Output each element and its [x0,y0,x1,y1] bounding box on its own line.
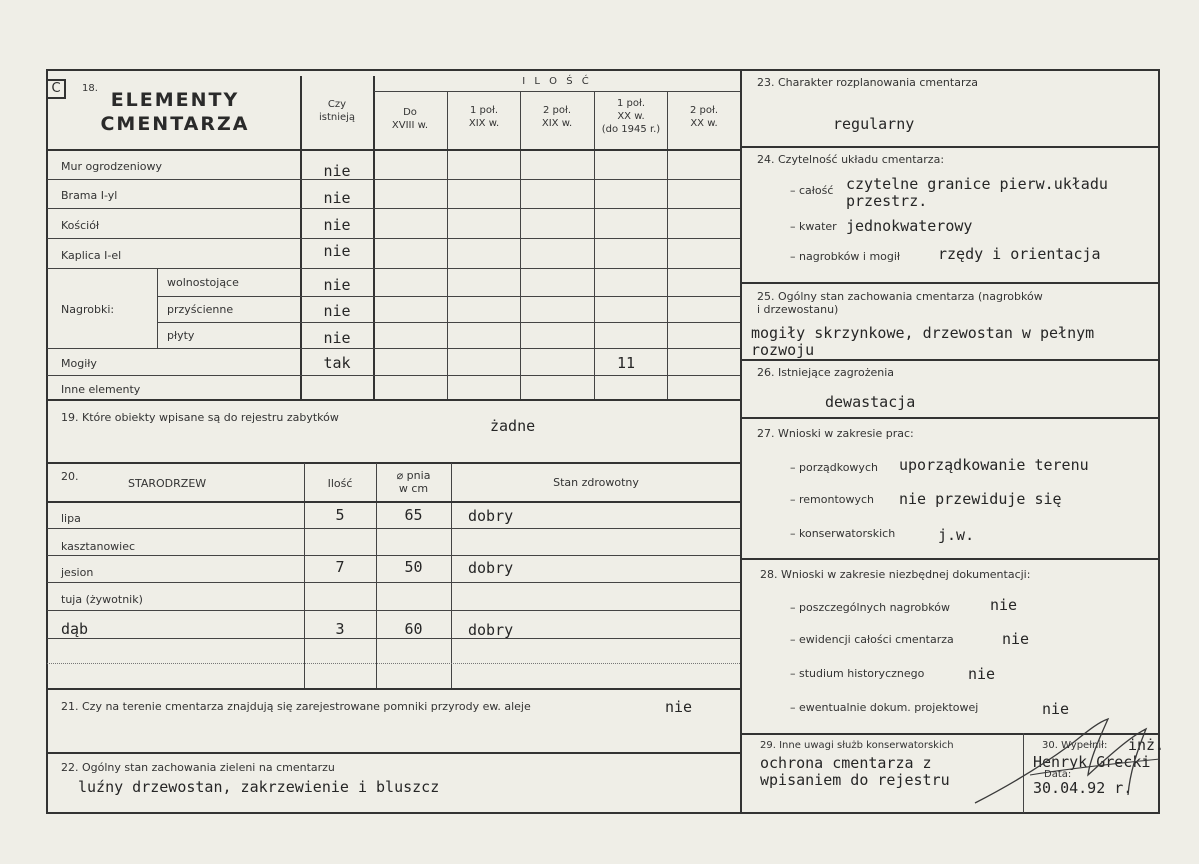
s20-bottom [47,688,740,690]
section30-name: Henryk Grecki [1033,753,1151,771]
section24-item-label-kwater: – kwater [790,220,837,233]
tree-species-dab: dąb [61,620,89,638]
s18-row-line [47,375,740,376]
section27-item-label-porzadkowych: – porządkowych [790,461,878,474]
s20-header-bottom [47,501,740,503]
section24-item-value-calosc: czytelne granice pierw.układu przestrz. [846,175,1108,210]
tree-count-jesion: 7 [335,558,345,576]
section21-value: nie [665,698,693,716]
section28-item-label-nagrobkow: – poszczególnych nagrobków [790,601,950,614]
exists-value-kaplica: nie [323,242,351,260]
tree-diam-jesion: 50 [404,558,423,576]
section30-date-label: Data: [1044,769,1072,780]
tree-count-lipa: 5 [335,506,345,524]
row-label-kosciol: Kościół [61,219,100,232]
col-exists-header: Czy istnieją [318,99,356,123]
s18-header-bottom [47,149,740,151]
section23-label: 23. Charakter rozplanowania cmentarza [757,76,978,89]
section20-col-count: Ilość [327,477,353,490]
s24-bottom [741,282,1160,284]
exists-value-kosciol: nie [323,216,351,234]
row-label-plyty: płyty [167,329,195,342]
tree-species-lipa: lipa [61,512,81,525]
row-label-brama: Brama I-yl [61,189,118,202]
exists-value-mogily: tak [323,354,351,372]
row-label-kaplica: Kaplica I-el [61,249,122,262]
row-label-przyscienne: przyścienne [167,303,234,316]
s18-row-line [47,179,740,180]
s26-bottom [741,417,1160,419]
section30-date: 30.04.92 r. [1033,779,1133,797]
s21-bottom [47,752,740,754]
section27-item-label-konserwatorskich: – konserwatorskich [790,527,896,540]
section27-item-value-remontowych: nie przewiduje się [899,490,1062,508]
section29-value-line1: ochrona cmentarza z [760,754,932,772]
s18-row-line [157,296,740,297]
section28-item-value-studium: nie [968,665,996,683]
section25-value-line1: mogiły skrzynkowe, drzewostan w pełnym [751,324,1095,342]
section18-number: 18. [82,83,98,94]
section28-item-value-projektowej: nie [1042,700,1070,718]
section28-item-value-nagrobkow: nie [990,596,1018,614]
tree-diam-dab: 60 [404,620,423,638]
period-header-4: 1 poł. XX w. (do 1945 r.) [601,98,661,135]
s20-row-line [47,638,740,639]
section24-item-label-calosc: – całość [790,184,834,197]
section24-label: 24. Czytelność układu cmentarza: [757,153,945,166]
exists-value-brama: nie [323,189,351,207]
tree-species-jesion: jesion [61,566,94,579]
section-letter-box: C [46,79,66,99]
s18-vline-p4 [667,92,668,400]
s19-bottom [47,462,740,464]
row-label-mur: Mur ogrodzeniowy [61,160,162,173]
s18-row-line [47,238,740,239]
signature-stroke-1 [975,719,1146,803]
s20-vline-state [451,463,452,689]
section22-value: luźny drzewostan, zakrzewienie i bluszcz [78,778,440,796]
s20-row-line [47,582,740,583]
s27-bottom [741,558,1160,560]
row-label-nagrobki: Nagrobki: [61,303,115,316]
column-divider [740,70,742,814]
s20-row-line [47,663,740,664]
s20-row-line [47,610,740,611]
exists-value-mur: nie [323,162,351,180]
section28-item-label-ewidencji: – ewidencji całości cmentarza [790,633,954,646]
tree-diam-lipa: 65 [404,506,423,524]
section28-item-value-ewidencji: nie [1002,630,1030,648]
section29-value-line2: wpisaniem do rejestru [760,771,950,789]
handwritten-signature [970,715,1165,810]
section27-item-label-remontowych: – remontowych [790,493,875,506]
exists-value-wolnostojace: nie [323,276,351,294]
section24-item-value-kwater: jednokwaterowy [846,217,973,235]
tree-species-tuja: tuja (żywotnik) [61,593,143,606]
section26-label: 26. Istniejące zagrożenia [757,366,895,379]
s18-vline-p2 [520,92,521,400]
section20-col-diam: ⌀ pnia w cm [396,469,431,495]
s18-vline-p3 [594,92,595,400]
section18-title-line1: ELEMENTY [110,89,240,111]
s18-vline-p1 [447,92,448,400]
s18-row-line [47,208,740,209]
section24-item-value-nagrobkow: rzędy i orientacja [938,245,1101,263]
section26-value: dewastacja [825,393,916,411]
section23-value: regularny [833,115,915,133]
section25-value-line2: rozwoju [751,341,815,359]
section25-label: 25. Ogólny stan zachowania cmentarza (nagrobków i drzewostanu) [757,290,1043,316]
section24-item-label-nagrobkow: – nagrobków i mogił [790,250,901,263]
section30-name-prefix: inż. [1128,736,1165,754]
section21-label: 21. Czy na terenie cmentarza znajdują się zarejestrowane pomniki przyrody ew. aleje [61,700,531,713]
s20-vline-count [304,463,305,689]
s20-row-line [47,528,740,529]
section18-title-line2: CMENTARZA [100,113,250,135]
period-header-2: 1 poł. XIX w. [468,105,500,129]
section28-item-label-projektowej: – ewentualnie dokum. projektowej [790,701,979,714]
s18-row-line [47,268,740,269]
signature-stroke-2 [1030,759,1160,775]
section28-label: 28. Wnioski w zakresie niezbędnej dokumentacji: [760,568,1031,581]
s25-bottom [741,359,1160,361]
row-label-wolnostojace: wolnostojące [167,276,239,289]
tree-state-dab: dobry [468,621,514,639]
section20-title: STARODRZEW [128,477,207,490]
tree-state-lipa: dobry [468,507,514,525]
tree-state-jesion: dobry [468,559,514,577]
period-header-1: Do XVIII w. [391,107,429,131]
section28-item-label-studium: – studium historycznego [790,667,925,680]
s20-row-line [47,555,740,556]
tree-count-dab: 3 [335,620,345,638]
section20-number: 20. [61,470,79,483]
s18-ilosc-underline [374,91,740,92]
period-header-5: 2 poł. XX w. [689,105,719,129]
section20-col-state: Stan zdrowotny [553,476,639,489]
exists-value-plyty: nie [323,329,351,347]
section19-label: 19. Które obiekty wpisane są do rejestru zabytków [61,411,339,424]
s18-bottom [47,399,740,401]
section29-label: 29. Inne uwagi służb konserwatorskich [760,740,954,751]
count-value-mogily: 11 [616,354,636,372]
section19-value: żadne [490,417,536,435]
s18-row-line [157,322,740,323]
row-label-inne: Inne elementy [61,383,141,396]
section27-item-value-porzadkowych: uporządkowanie terenu [899,456,1089,474]
nagrobki-subdivider [157,268,158,348]
exists-value-przyscienne: nie [323,302,351,320]
section27-item-value-konserwatorskich: j.w. [938,526,975,544]
section18-title [80,88,270,136]
tree-species-kasztanowiec: kasztanowiec [61,540,136,553]
row-label-mogily: Mogiły [61,357,97,370]
s20-vline-diam [376,463,377,689]
s18-row-line [47,348,740,349]
section30-label: 30. Wypełnił: [1042,740,1108,751]
s23-bottom [741,146,1160,148]
section22-label: 22. Ogólny stan zachowania zieleni na cmentarzu [61,761,335,774]
period-header-3: 2 poł. XIX w. [541,105,573,129]
section27-label: 27. Wnioski w zakresie prac: [757,427,914,440]
ilosc-header: I L O Ś Ć [522,76,592,87]
